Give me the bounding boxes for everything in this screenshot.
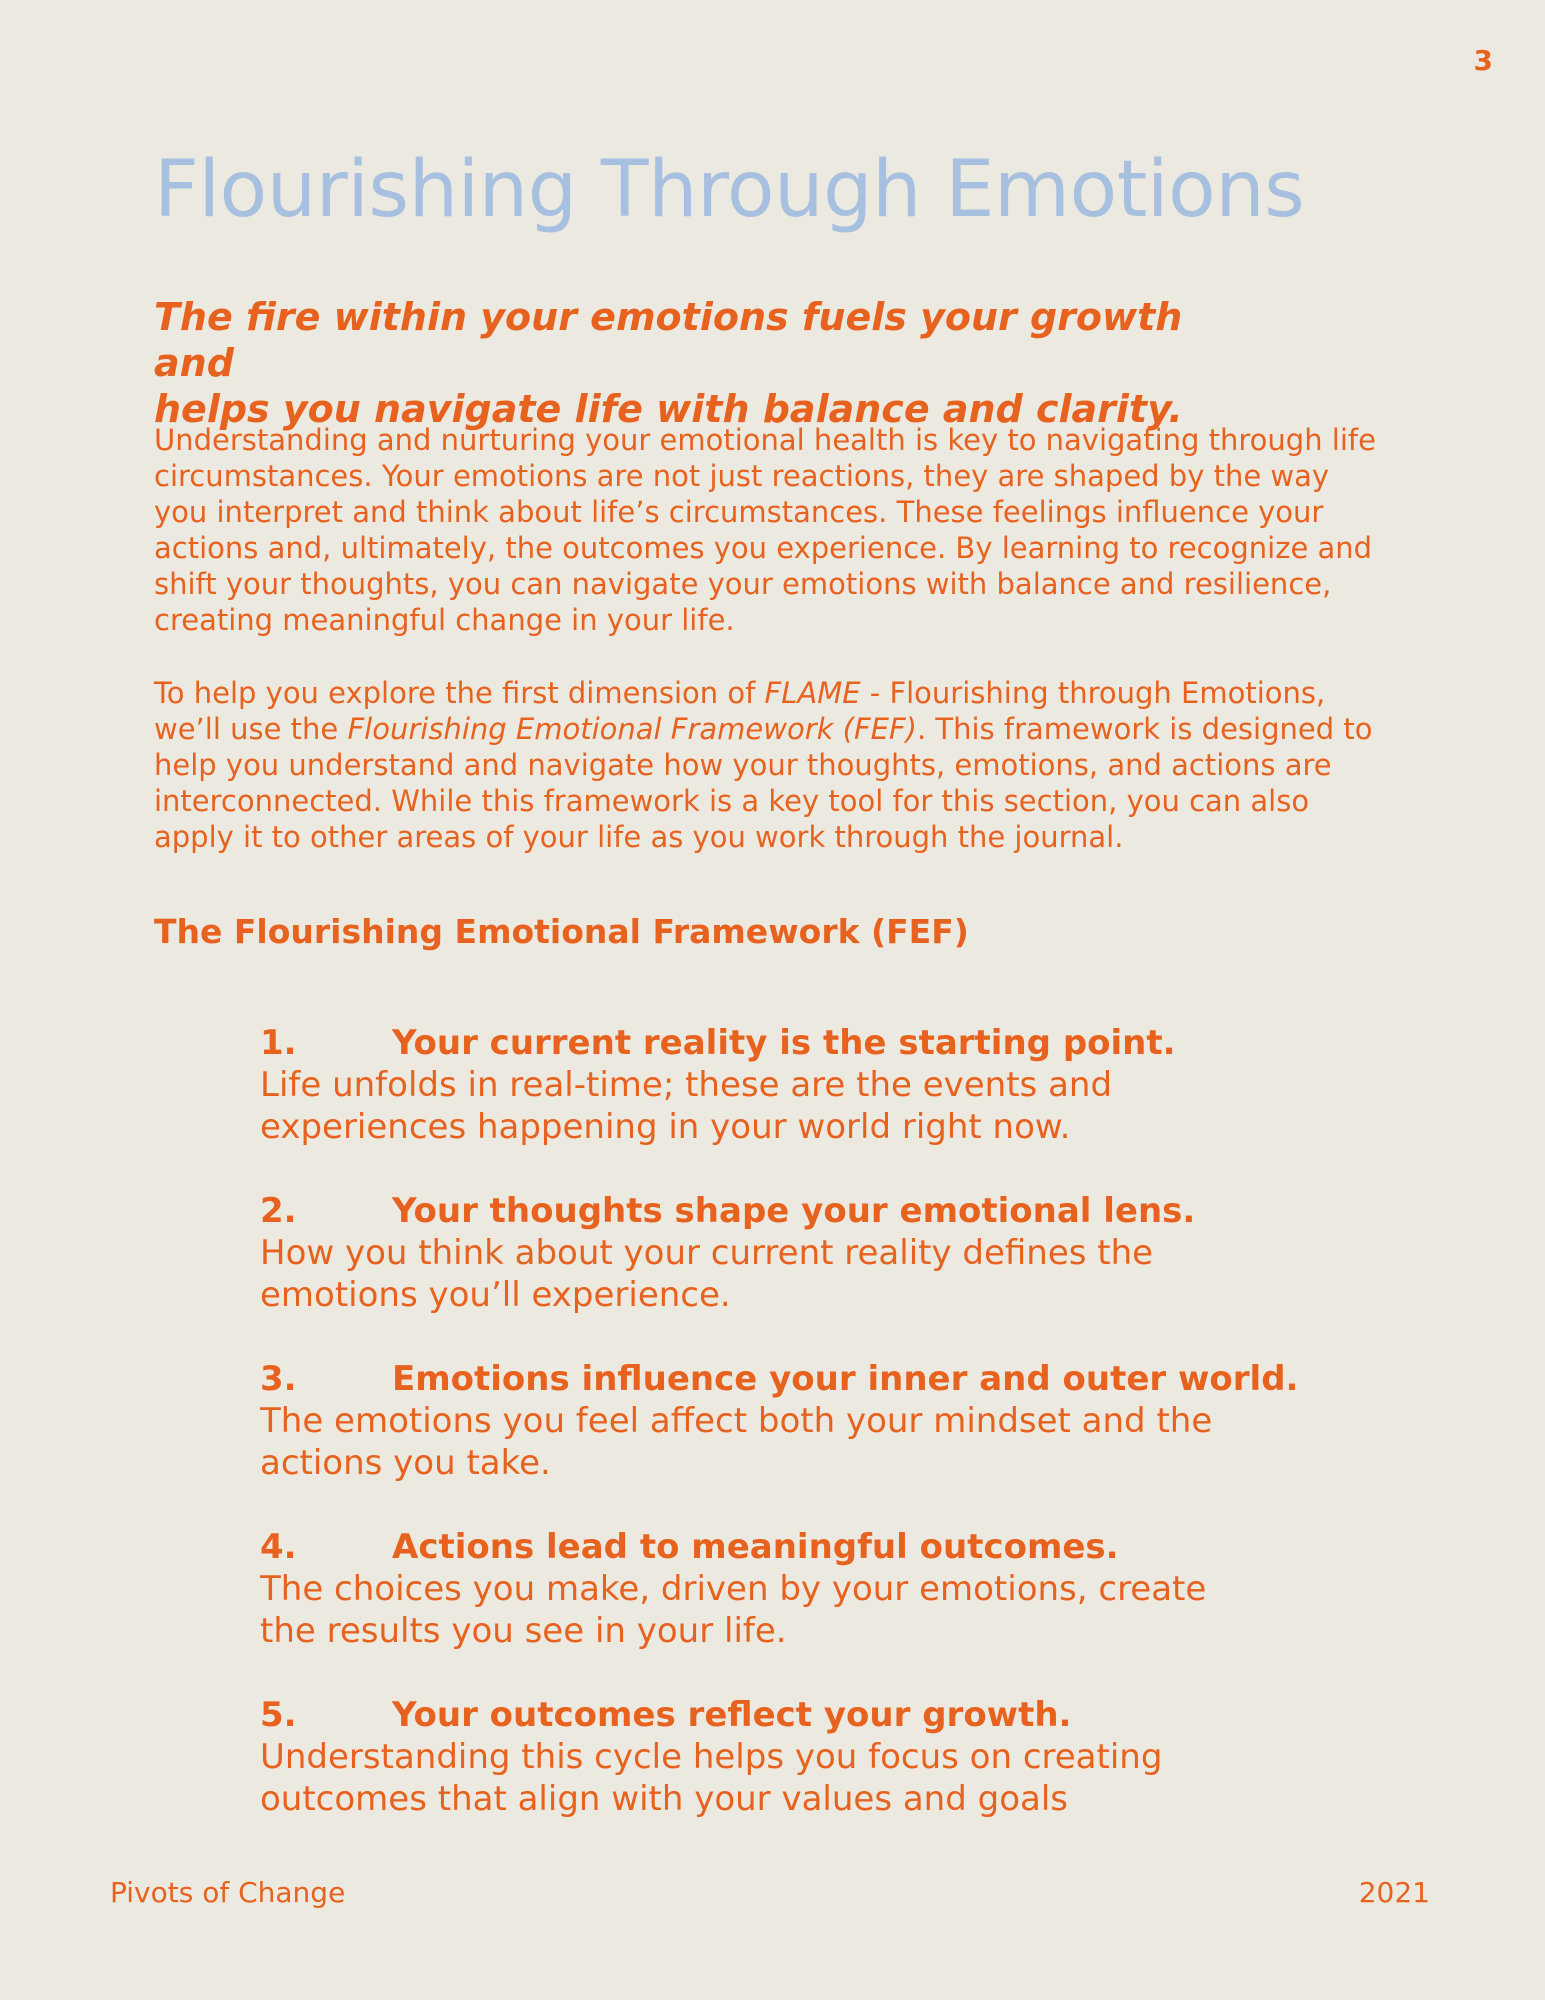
subtitle-line-1: The fire within your emotions fuels your growth and (154, 295, 1183, 385)
step-heading (260, 1694, 1320, 1736)
step-body: The emotions you feel affect both your mindset and the actions you take. (260, 1401, 1213, 1483)
step-title: Your thoughts shape your emotional lens. (392, 1191, 1196, 1231)
framework-paragraph (154, 675, 1386, 855)
step-number: 1. (260, 1023, 297, 1063)
step-number: 3. (260, 1359, 297, 1399)
framework-paragraph-part3: . This framework is designed to help you understand and navigate how your thoughts, emotions, and actions are interconnected. While this framework is a key tool for this section, you can also apply it to other areas of your life as you work through the journal. (154, 712, 1373, 854)
framework-paragraph-part1: To help you explore the first dimension of (154, 676, 765, 710)
framework-steps-list (260, 1022, 1320, 1862)
framework-step (260, 1190, 1320, 1316)
footer-year: 2021 (1358, 1876, 1430, 1909)
step-body: Life unfolds in real-time; these are the events and experiences happening in your world right now. (260, 1065, 1113, 1147)
step-body: The choices you make, driven by your emotions, create the results you see in your life. (260, 1569, 1207, 1651)
section-heading: The Flourishing Emotional Framework (FEF) (154, 912, 969, 951)
step-title: Actions lead to meaningful outcomes. (392, 1527, 1119, 1567)
footer-brand: Pivots of Change (110, 1876, 346, 1909)
step-heading (260, 1526, 1320, 1568)
framework-step (260, 1694, 1320, 1820)
intro-paragraph: Understanding and nurturing your emotional health is key to navigating through life circumstances. Your emotions are not just reactions, they are shaped by the way you interpret and think about life’s circumstances. These feelings influence your actions and, ultimately, the outcomes you experience. By learning to recognize and shift your thoughts, you can navigate your emotions with balance and resilience, creating meaningful change in your life. (154, 423, 1376, 637)
step-title: Emotions influence your inner and outer world. (392, 1359, 1299, 1399)
step-body: How you think about your current reality defines the emotions you’ll experience. (260, 1233, 1154, 1315)
flame-term: FLAME (764, 676, 861, 710)
framework-step (260, 1358, 1320, 1484)
step-title: Your outcomes reflect your growth. (392, 1695, 1072, 1735)
step-number: 2. (260, 1191, 297, 1231)
framework-step (260, 1022, 1320, 1148)
page-title: Flourishing Through Emotions (154, 145, 1305, 235)
step-number: 4. (260, 1527, 297, 1567)
subtitle (154, 294, 1274, 432)
step-heading (260, 1022, 1320, 1064)
subtitle-line-2: helps you navigate life with balance and clarity. (154, 387, 1183, 431)
page-number: 3 (1473, 44, 1493, 77)
step-body: Understanding this cycle helps you focus on creating outcomes that align with your values and goals (260, 1737, 1163, 1819)
framework-step (260, 1526, 1320, 1652)
framework-paragraph-part2: - Flourishing through Emotions, we’ll use the (154, 676, 1326, 746)
framework-name: Flourishing Emotional Framework (FEF) (347, 712, 917, 746)
step-heading (260, 1358, 1320, 1400)
step-title: Your current reality is the starting point. (392, 1023, 1176, 1063)
step-heading (260, 1190, 1320, 1232)
step-number: 5. (260, 1695, 297, 1735)
